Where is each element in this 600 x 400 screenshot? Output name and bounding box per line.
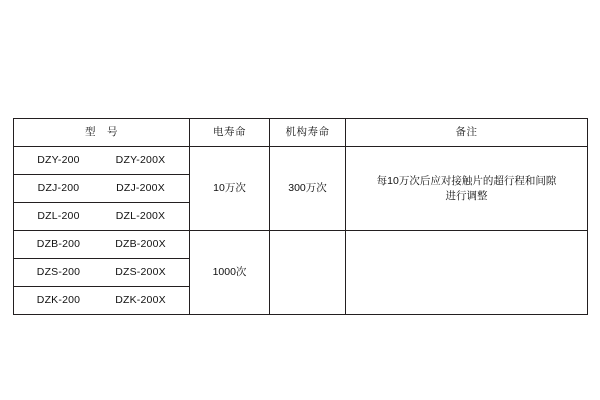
- cell-model-5: [14, 259, 190, 287]
- header-mechanical-life: 机构寿命: [270, 119, 346, 147]
- remark-line-2: 进行调整: [445, 189, 488, 202]
- model-code-a: DZJ-200: [37, 182, 80, 195]
- model-code-b: DZL-200X: [115, 210, 166, 223]
- cell-model-6: [14, 287, 190, 315]
- cell-mechanical-life-group1: 300万次: [270, 147, 346, 231]
- model-code-a: DZB-200: [36, 238, 81, 251]
- cell-remark-group1: [346, 147, 588, 231]
- model-code-a: DZK-200: [36, 294, 81, 307]
- model-code-a: DZL-200: [37, 210, 80, 223]
- model-code-b: DZY-200X: [115, 154, 166, 167]
- model-code-b: DZK-200X: [115, 294, 166, 307]
- cell-model-1: [14, 147, 190, 175]
- model-code-a: DZY-200: [37, 154, 80, 167]
- cell-model-4: [14, 231, 190, 259]
- model-code-b: DZB-200X: [115, 238, 166, 251]
- model-code-b: DZS-200X: [115, 266, 166, 279]
- model-code-b: DZJ-200X: [116, 182, 165, 195]
- header-model: 型 号: [14, 119, 190, 147]
- model-code-a: DZS-200: [36, 266, 81, 279]
- cell-remark-group2: [346, 231, 588, 315]
- remark-line-1: 每10万次后应对接触片的超行程和间隙: [376, 175, 557, 188]
- table-row: [14, 231, 588, 259]
- cell-electrical-life-group1: 10万次: [190, 147, 270, 231]
- table-header-row: [14, 119, 588, 147]
- header-electrical-life: 电寿命: [190, 119, 270, 147]
- spec-table-container: [13, 118, 587, 315]
- table-row: [14, 147, 588, 175]
- spec-table: [13, 118, 588, 315]
- cell-mechanical-life-group2: [270, 231, 346, 315]
- cell-model-3: [14, 203, 190, 231]
- cell-electrical-life-group2: 1000次: [190, 231, 270, 315]
- cell-model-2: [14, 175, 190, 203]
- header-remark: 备注: [346, 119, 588, 147]
